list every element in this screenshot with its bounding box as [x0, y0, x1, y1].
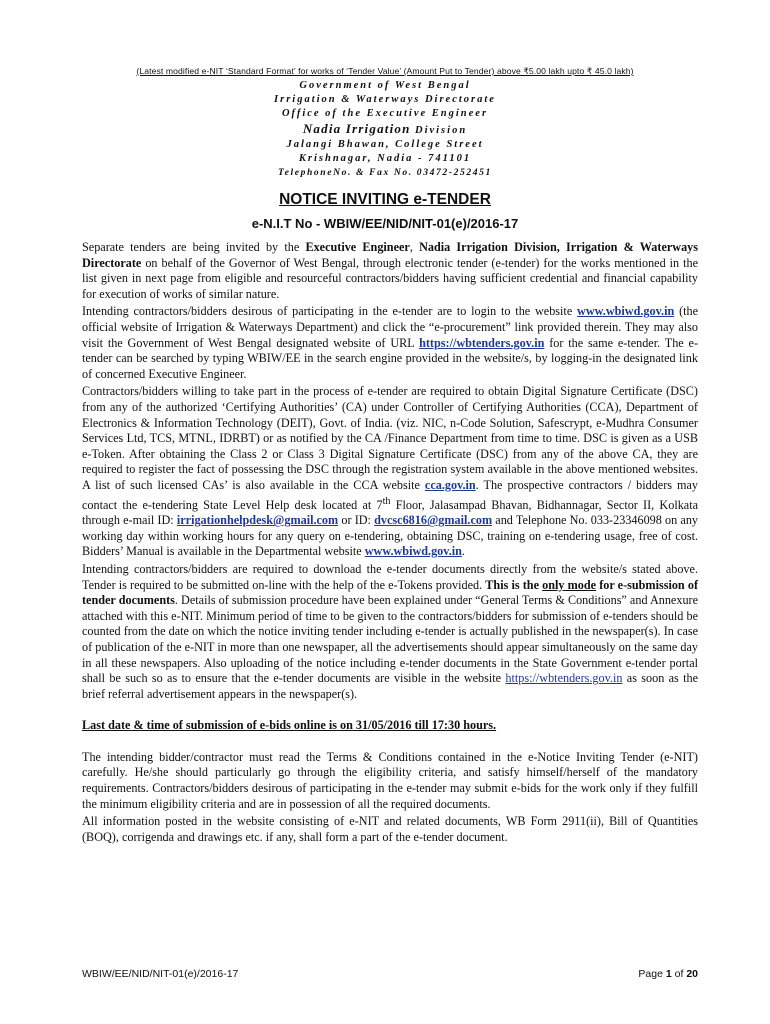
text: Separate tenders are being invited by the	[82, 240, 300, 254]
text: and Telephone No. 033-23346098 on any working day within working hours for any query on e-tendering, obtaining DSC, training on e-tendering usage, free of cost. Bidders’ Manual is available in the Departmental website	[82, 513, 699, 559]
letterhead-city: Krishnagar, Nadia - 741101	[298, 153, 472, 165]
paragraph-website	[82, 304, 698, 382]
letterhead-address: Jalangi Bhawan, College Street	[286, 138, 484, 150]
text: .	[493, 718, 497, 733]
footer-reference: WBIW/EE/NID/NIT-01(e)/2016-17	[82, 968, 239, 980]
superscript: th	[382, 495, 391, 507]
page-total: 20	[686, 968, 698, 980]
dvcsc-email-link[interactable]: dvcsc6816@gmail.com	[374, 513, 493, 528]
letterhead-directorate: Irrigation & Waterways Directorate	[274, 94, 496, 106]
text: . The prospective contractors / bidders may contact the e-tendering State Level Help desk located at 7	[82, 477, 698, 512]
text: on behalf of the Governor of West Bengal, through electronic tender (e-tender) for the works mentioned in the list given in next page from eligible and resourceful contractors/bidders having sufficient credential and financial capability for execution of works of similar nature.	[82, 255, 698, 301]
division-name: Nadia Irrigation	[302, 120, 411, 136]
paragraph-information: All information posted in the website consisting of e-NIT and related documents, WB Form 2911(ii), Bill of Quantities (BOQ), corrigenda and drawings etc. if any, shall form a part of the e-tender document.	[82, 814, 698, 844]
wbiwd-link-2[interactable]: www.wbiwd.gov.in	[364, 544, 462, 559]
page-current: 1	[665, 968, 672, 980]
deadline-text: Last date & time of submission of e-bids online is on 31/05/2016 till 17:30 hours	[82, 718, 494, 733]
text: Floor, Jalasampad Bhavan, Bidhannagar, Sector II, Kolkata through e-mail ID:	[82, 497, 699, 528]
page-word: Page	[638, 968, 663, 980]
text: as soon as the brief referral advertisement appears in the newspaper(s).	[82, 671, 699, 701]
text: ,	[409, 240, 413, 254]
division-word: Division	[414, 124, 468, 136]
paragraph-terms: The intending bidder/contractor must read the Terms & Conditions contained in the e-Notice Inviting Tender (e-NIT) carefully. He/she should particularly go through the eligibility criteria, and satisfy himself/herself of the mandatory requirements. Contractors/bidders desirous of participating in the e-tender may submit e-bids for the work only if they fulfill the minimum eligibility criteria and are in possession of all the required documents.	[82, 749, 698, 811]
wbtenders-link[interactable]: https://wbtenders.gov.in	[419, 335, 545, 350]
paragraph-intro	[82, 240, 698, 302]
format-note: (Latest modified e-NIT ‘Standard Format’ for works of ‘Tender Value’ (Amount Put to Tender) above ₹5.00 lakh upto ₹ 45.0 lakh)	[136, 66, 634, 76]
wbtenders-link-2[interactable]: https://wbtenders.gov.in	[505, 671, 623, 686]
wbiwd-link[interactable]: www.wbiwd.gov.in	[577, 304, 675, 319]
text: Intending contractors/bidders desirous of participating in the e-tender are to login to the website	[82, 304, 573, 319]
bold-text: This is the	[485, 577, 539, 592]
paragraph-dsc	[82, 384, 698, 560]
letterhead-office: Office of the Executive Engineer	[281, 108, 489, 120]
submission-deadline	[82, 718, 698, 734]
cca-link[interactable]: cca.gov.in	[424, 477, 476, 492]
text: or ID:	[341, 513, 371, 528]
helpdesk-email-link[interactable]: irrigationhelpdesk@gmail.com	[176, 513, 339, 528]
bold-text: for e-submission of tender documents	[82, 577, 698, 608]
text: Intending contractors/bidders are required to download the e-tender documents directly from the website/s stated above. Tender is required to be submitted on-line with the help of the e-Tokens provided.	[82, 561, 698, 592]
paragraph-submission	[82, 562, 698, 702]
of-word: of	[674, 968, 684, 980]
document-body	[82, 240, 698, 847]
text: Contractors/bidders willing to take part in the process of e-tender are required to obtain Digital Signature Certificate (DSC) from any of the authorized ‘Certifying Authorities’ (CA) under Controller of Certifying Authorities (CCA), Department of Electronics & Information Technology (DEIT), Govt. of India. (viz. NIC, n-Code Solution, Safescrypt, e-Mudhra Consumer Services Ltd, TCS, MTNL, IDRBT) or as notified by the CA /Finance Department from time to time. DSC is given as a USB e-Token. After obtaining the Class 2 or Class 3 Digital Signature Certificate (DSC) from any of the above CA, they are required to register the fact of possessing the DSC through the registration system available in the above mentioned websites. A list of such licensed CAs’ is also available in the CCA website	[82, 384, 698, 492]
page-title: NOTICE INVITING e-TENDER	[279, 191, 491, 208]
text: .	[461, 544, 465, 559]
letterhead-government: Government of West Bengal	[299, 80, 471, 91]
text: for the same e-tender. The e-tender can be searched by typing WBIW/EE in the search engine provided in the website/s, by logging-in the designated link of concerned Executive Engineer.	[82, 335, 699, 381]
bold-text: Executive Engineer	[305, 240, 410, 254]
nit-number: e-N.I.T No - WBIW/EE/NID/NIT-01(e)/2016-17	[251, 216, 519, 231]
bold-underline-text: only mode	[542, 577, 597, 592]
letterhead	[0, 79, 770, 180]
text: (the official website of Irrigation & Waterways Department) and click the “e-procurement” link provided therein. They may also visit the Government of West Bengal designated website of URL	[82, 304, 699, 350]
text: . Details of submission procedure have been explained under “General Terms & Conditions” and Annexure attached with this e-NIT. Minimum period of time to be given to the contractors/bidders for submission of e-tenders should be counted from the date on which the notice inviting tender including e-tender is actually published in the newspaper(s). In case of publication of the e-NIT in more than one newspaper, all the advertisements should appear simultaneously on the same day in all these newspapers. Also uploading of the notice including e-tender documents in the State Government e-tender portal shall be such so as to ensure that the e-tender documents are visible in the website	[82, 593, 699, 686]
bold-text: Nadia Irrigation Division, Irrigation & Waterways Directorate	[82, 240, 699, 270]
letterhead-division	[0, 122, 770, 138]
page-number	[638, 968, 698, 980]
letterhead-telephone: TelephoneNo. & Fax No. 03472-252451	[278, 167, 492, 179]
